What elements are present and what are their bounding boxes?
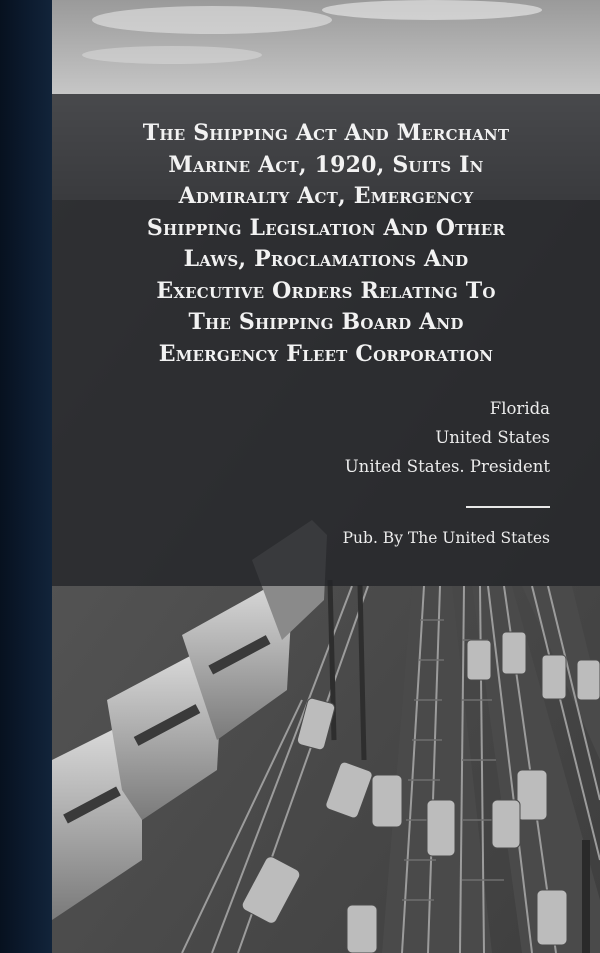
- publisher-name: Pub. By The United States: [342, 529, 550, 547]
- divider: [466, 506, 550, 508]
- author-name: United States: [435, 428, 550, 447]
- book-title: [52, 118, 600, 370]
- spine-bar: [0, 0, 52, 953]
- title-line: The Shipping Board And: [188, 309, 464, 335]
- author-name: United States. President: [344, 457, 550, 476]
- author-name: Florida: [489, 399, 550, 418]
- title-line: Laws, Proclamations And: [183, 246, 469, 272]
- title-line: The Shipping Act And Merchant: [142, 120, 510, 146]
- title-line: Shipping Legislation And Other: [146, 214, 506, 241]
- title-line: Executive Orders Relating To: [156, 277, 496, 304]
- title-line: Marine Act, 1920, Suits In: [168, 151, 484, 178]
- author-list: [345, 394, 550, 481]
- title-line: Admiralty Act, Emergency: [178, 183, 474, 209]
- title-line: Emergency Fleet Corporation: [158, 340, 494, 367]
